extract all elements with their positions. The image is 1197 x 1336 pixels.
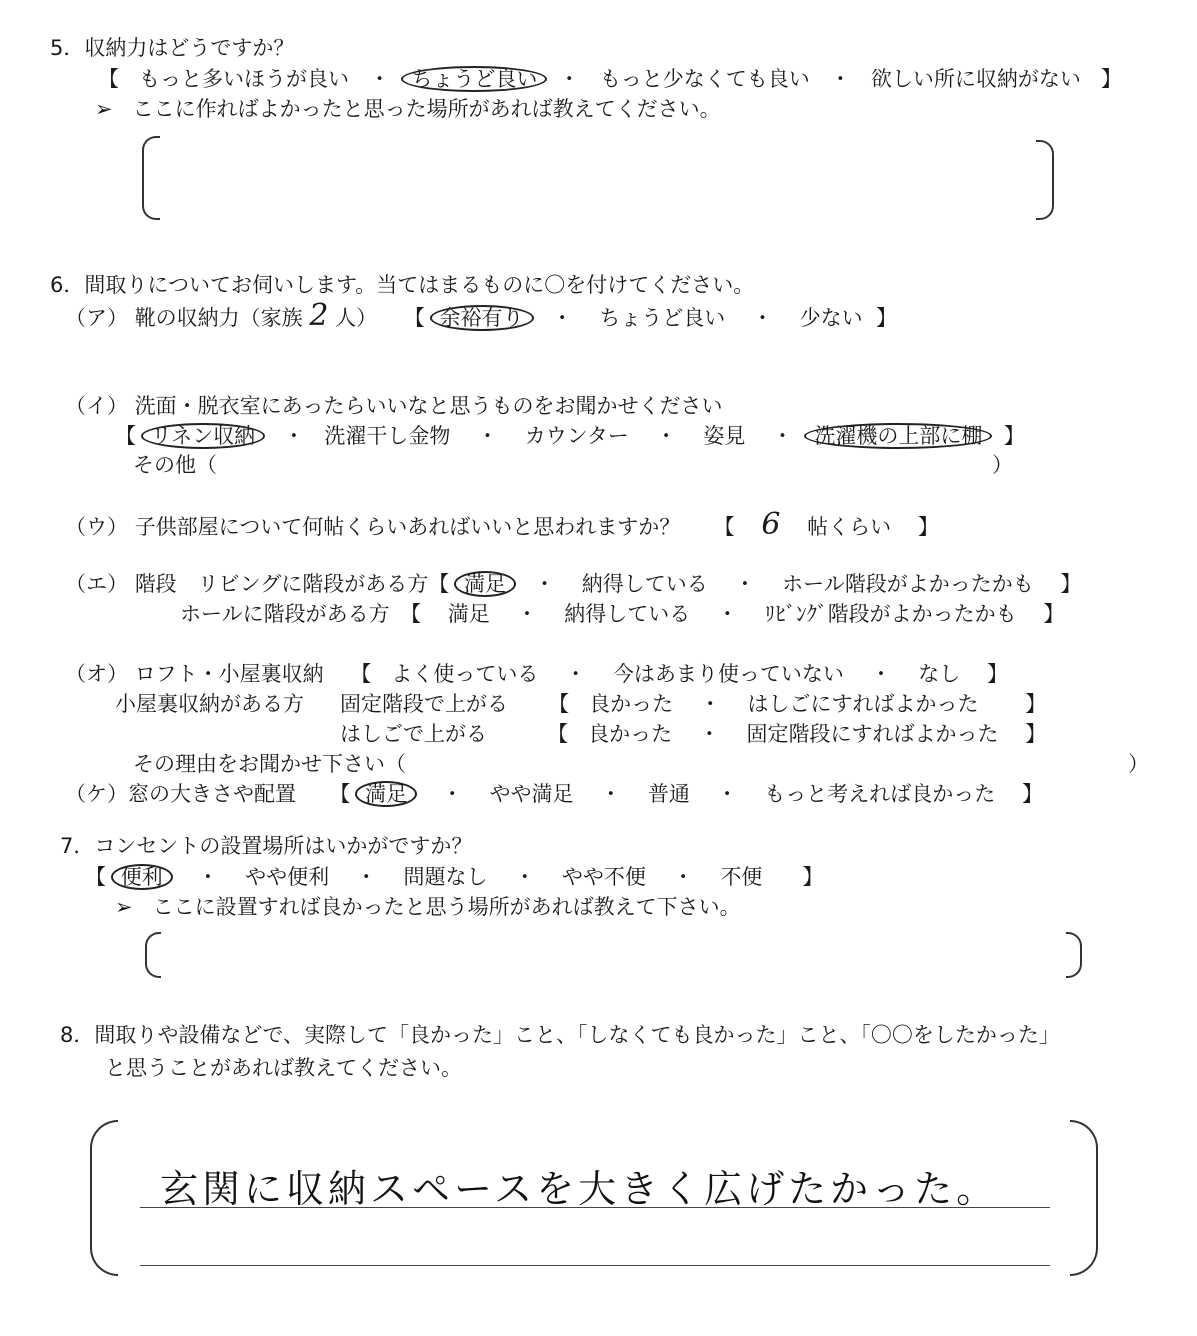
q6o-sub2-option-fixed[interactable]: 固定階段にすればよかった — [746, 722, 999, 746]
q6e-option-convinced-2[interactable]: 納得している — [564, 602, 691, 626]
q6o-sub1-row — [340, 691, 1046, 717]
q6e-sep: ・ — [516, 602, 538, 626]
q6e-sep: ・ — [534, 572, 555, 596]
q6e-option-satisfied-selected[interactable]: 満足 — [454, 571, 516, 597]
q6ke-option-think-more[interactable]: もっと考えれば良かった — [764, 782, 996, 806]
q6i-other: その他（ — [133, 453, 217, 477]
q6a-unit: 人） — [335, 306, 378, 330]
q6ke-option-normal[interactable]: 普通 — [647, 782, 690, 806]
q6a-family-count[interactable]: 2 — [309, 298, 329, 333]
q6e-row1 — [65, 571, 1081, 597]
q5-answer-box-left — [142, 136, 160, 220]
q6e-label: （エ） — [65, 572, 128, 596]
q6e-text1: 階段 リビングに階段がある方【 — [134, 572, 450, 596]
q5-sep: ・ — [558, 67, 580, 91]
q6o-sub1-sep: ・ — [699, 692, 721, 716]
q6-title: 6．間取りについてお伺いします。当てはまるものに〇を付けてください。 — [50, 273, 755, 297]
q6i-option-mirror[interactable]: 姿見 — [703, 424, 746, 448]
q8-handwritten-answer[interactable]: 玄関に収納スペースを大きく広げたかった。 — [160, 1167, 999, 1211]
q6o-sub2-row — [340, 721, 1046, 747]
q5-close-bracket: 】 — [1100, 67, 1122, 91]
q7-prompt: ここに設置すれば良かったと思う場所があれば教えて下さい。 — [152, 895, 741, 919]
q6i-sep: ・ — [283, 424, 305, 448]
q5-option-missing[interactable]: 欲しい所に収納がない — [870, 67, 1081, 91]
q5-open-bracket: 【 — [98, 67, 119, 91]
q6o-sep: ・ — [870, 662, 892, 686]
q5-options — [98, 66, 1122, 92]
q6a-sep: ・ — [551, 306, 573, 330]
q7-option-convenient-selected[interactable]: 便利 — [111, 864, 173, 890]
q6ke-sep: ・ — [441, 782, 463, 806]
q6o-sub2-text: はしごで上がる — [340, 722, 487, 746]
q6o-sep: ・ — [565, 662, 587, 686]
q6i-option-shelf-selected[interactable]: 洗濯機の上部に棚 — [804, 423, 992, 449]
q8-title-line2: と思うことがあれば教えてください。 — [105, 1056, 462, 1080]
q7-option-somewhat-convenient[interactable]: やや便利 — [245, 865, 330, 889]
q6o-reason: その理由をお聞かせ下さい（ — [133, 752, 406, 776]
q6i-close-bracket: 】 — [1003, 424, 1025, 448]
q8-answer-box-left — [90, 1120, 118, 1276]
q7-prompt-row — [115, 894, 741, 920]
q6e-option-convinced[interactable]: 納得している — [581, 572, 708, 596]
q6i-sep: ・ — [477, 424, 499, 448]
q7-option-no-problem[interactable]: 問題なし — [403, 865, 488, 889]
q8-title-line1: 8．間取りや設備などで、実際して「良かった」こと、「しなくても良かった」こと、「〇〇をしたかった」 — [60, 1023, 1060, 1047]
q6u-row — [65, 507, 939, 542]
q6a-option-just-right[interactable]: ちょうど良い — [599, 306, 726, 330]
arrow-icon: ➢ — [115, 895, 133, 919]
q6o-label: （オ） — [65, 662, 128, 686]
q6o-sub2-sep: ・ — [698, 722, 720, 746]
q6o-sub2-close-bracket: 】 — [1025, 722, 1047, 746]
q6ke-open-bracket: 【 — [329, 782, 351, 806]
q6a-option-few[interactable]: 少ない — [799, 306, 863, 330]
q6o-reason-close: ） — [1128, 752, 1149, 776]
q6ke-sep: ・ — [600, 782, 622, 806]
q6o-option-often[interactable]: よく使っている — [391, 662, 539, 686]
q6e-option-hall-stairs[interactable]: ホール階段がよかったかも — [782, 572, 1034, 596]
q6i-option-linen-selected[interactable]: リネン収納 — [141, 423, 266, 449]
q5-sep: ・ — [829, 67, 851, 91]
q6o-sub2-open-bracket: 【 — [547, 722, 569, 746]
q6a-sep: ・ — [751, 306, 773, 330]
q6i-row — [65, 393, 722, 419]
q6e-sep: ・ — [716, 602, 738, 626]
q6a-open-bracket: 【 — [403, 306, 425, 330]
q5-prompt-row — [95, 96, 721, 122]
q6o-sub1-close-bracket: 】 — [1025, 692, 1047, 716]
q6o-text: ロフト・小屋裏収納 — [134, 662, 324, 686]
q6i-other-close: ） — [992, 453, 1013, 477]
q6i-sep: ・ — [772, 424, 794, 448]
q6o-sub1-label: 小屋裏収納がある方 — [115, 692, 304, 716]
q6u-open-bracket: 【 — [713, 515, 735, 539]
q6o-close-bracket: 】 — [986, 662, 1008, 686]
q6e-row2 — [180, 601, 1064, 627]
q6i-option-counter[interactable]: カウンター — [524, 424, 629, 448]
q6o-option-rarely[interactable]: 今はあまり使っていない — [612, 662, 844, 686]
q5-option-less[interactable]: もっと少なくても良い — [599, 67, 810, 91]
q6ke-option-somewhat[interactable]: やや満足 — [489, 782, 574, 806]
q6i-open-bracket: 【 — [115, 424, 136, 448]
q6a-text: 靴の収納力（家族 — [134, 306, 303, 330]
arrow-icon: ➢ — [95, 97, 113, 121]
q6i-label: （イ） — [65, 394, 128, 418]
q6ke-text: 窓の大きさや配置 — [128, 782, 296, 806]
q6e-text2: ホールに階段がある方 【 — [180, 602, 422, 626]
q8-answer-line-1 — [140, 1207, 1050, 1208]
q6e-close-bracket-2: 】 — [1043, 602, 1065, 626]
q7-option-inconvenient[interactable]: 不便 — [720, 865, 763, 889]
q8-answer-line-2 — [140, 1265, 1050, 1266]
q6o-sub1-option-good[interactable]: 良かった — [589, 692, 674, 716]
q7-sep: ・ — [355, 865, 377, 889]
q6u-text: 子供部屋について何帖くらいあればいいと思われますか？ — [134, 515, 681, 539]
q7-sep: ・ — [672, 865, 694, 889]
q5-option-more[interactable]: もっと多いほうが良い — [139, 67, 350, 91]
q7-answer-box-left — [145, 932, 161, 978]
q6ke-option-satisfied-selected[interactable]: 満足 — [355, 781, 417, 807]
q6e-sep: ・ — [734, 572, 756, 596]
q6i-text: 洗面・脱衣室にあったらいいなと思うものをお聞かせください — [134, 394, 723, 418]
q6o-sub1-option-ladder[interactable]: はしごにすればよかった — [747, 692, 979, 716]
q8-answer-box-right — [1070, 1120, 1098, 1276]
q5-title: 5．収納力はどうですか？ — [50, 36, 295, 60]
q7-title: 7．コンセントの設置場所はいかがですか？ — [60, 834, 473, 858]
q6o-option-none[interactable]: なし — [918, 662, 961, 686]
q6i-sep: ・ — [655, 424, 677, 448]
q6ke-sep: ・ — [716, 782, 738, 806]
q6a-close-bracket: 】 — [876, 306, 898, 330]
q7-close-bracket: 】 — [802, 865, 824, 889]
q6a-label: （ア） — [65, 306, 128, 330]
q6i-option-drying-rack[interactable]: 洗濯干し金物 — [324, 424, 451, 448]
q6u-label: （ウ） — [65, 515, 128, 539]
q6o-sub1-text: 固定階段で上がる — [340, 692, 508, 716]
q6o-open-bracket: 【 — [350, 662, 372, 686]
q6a-row — [65, 298, 898, 333]
q7-options — [85, 864, 823, 890]
q6u-value[interactable]: 6 — [761, 507, 781, 542]
q5-prompt: ここに作ればよかったと思った場所があれば教えてください。 — [132, 97, 721, 121]
q7-option-somewhat-inconvenient[interactable]: やや不便 — [561, 865, 646, 889]
q5-sep: ・ — [369, 67, 391, 91]
q5-option-just-right-selected[interactable]: ちょうど良い — [401, 66, 547, 92]
q7-answer-box-right[interactable] — [1066, 932, 1082, 978]
q7-sep: ・ — [197, 865, 219, 889]
q6ke-close-bracket: 】 — [1022, 782, 1043, 806]
q7-open-bracket: 【 — [85, 865, 106, 889]
q5-answer-box-right[interactable] — [1036, 140, 1054, 220]
q6e-option-satisfied-2[interactable]: 満足 — [447, 602, 490, 626]
q6i-options — [115, 423, 1025, 449]
q6ke-label: （ケ） — [65, 782, 128, 806]
q6e-close-bracket: 】 — [1060, 572, 1082, 596]
q6u-unit: 帖くらい — [807, 515, 892, 539]
q6o-sub1-open-bracket: 【 — [548, 692, 570, 716]
q6o-row — [65, 661, 1008, 687]
q7-sep: ・ — [514, 865, 536, 889]
q6u-close-bracket: 】 — [917, 515, 939, 539]
q6o-sub2-option-good[interactable]: 良かった — [588, 722, 673, 746]
q6ke-row — [65, 781, 1043, 807]
q6a-option-ample-selected[interactable]: 余裕有り — [430, 305, 534, 331]
q6e-option-living-stairs[interactable]: ﾘﾋﾞﾝｸﾞ階段がよかったかも — [764, 602, 1017, 626]
